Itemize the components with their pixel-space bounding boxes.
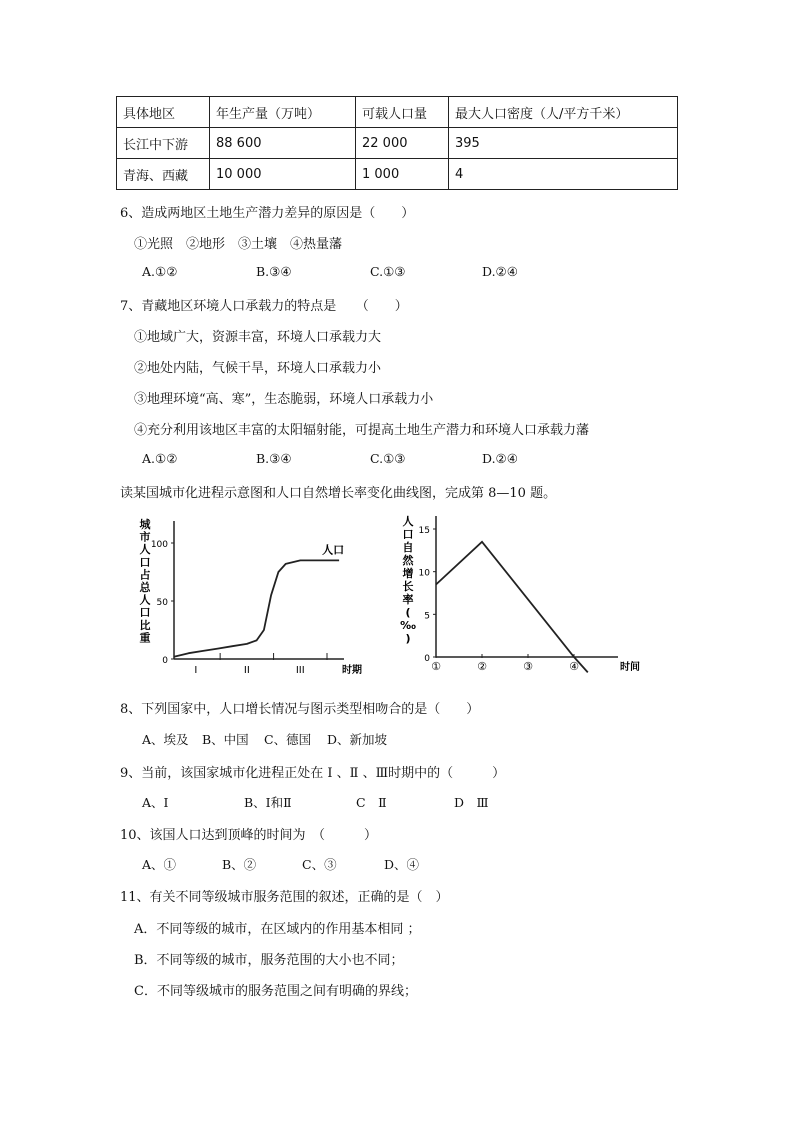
y-axis-label: 占 bbox=[139, 568, 151, 582]
y-axis-label: ( bbox=[405, 606, 411, 619]
q6-option-c[interactable]: C.①③ bbox=[370, 264, 406, 279]
q10-option-a[interactable]: A、① bbox=[142, 857, 177, 872]
table-cell: 395 bbox=[449, 128, 678, 159]
q7-item: ③地理环境“高、寒”，生态脆弱，环境人口承载力小 bbox=[134, 392, 434, 407]
table-cell: 22 000 bbox=[356, 128, 449, 159]
table-cell: 10 000 bbox=[210, 159, 356, 190]
y-tick-label: 0 bbox=[162, 656, 168, 666]
q11-option-a[interactable]: A．不同等级的城市，在区域内的作用基本相同 ； bbox=[134, 922, 421, 937]
x-tick-label: ③ bbox=[523, 660, 533, 673]
y-axis-label: ‰ bbox=[400, 619, 416, 632]
q10-option-c[interactable]: C、③ bbox=[302, 857, 337, 872]
series-label: 人口 bbox=[322, 543, 345, 557]
table-cell: 青海、西藏 bbox=[117, 159, 210, 190]
q7-item: ①地域广大，资源丰富，环境人口承载力大 bbox=[134, 330, 382, 345]
q7-option-b[interactable]: B.③④ bbox=[256, 451, 292, 466]
table-cell: 长江中下游 bbox=[117, 128, 210, 159]
y-axis-label: 增 bbox=[402, 567, 414, 580]
y-axis-label: 人 bbox=[402, 515, 414, 528]
y-axis-label: 然 bbox=[402, 554, 414, 567]
q6-items: ①光照 ②地形 ③土壤 ④热量藩 bbox=[134, 237, 343, 252]
y-axis-label: 口 bbox=[139, 555, 151, 569]
q7-item: ④充分利用该地区丰富的太阳辐射能，可提高土地生产潜力和环境人口承载力藩 bbox=[134, 423, 590, 438]
q11-option-c[interactable]: C．不同等级城市的服务范围之间有明确的界线； bbox=[134, 984, 417, 999]
q7-item: ②地处内陆，气候干旱，环境人口承载力小 bbox=[134, 361, 382, 376]
y-axis-label: 率 bbox=[402, 593, 414, 606]
x-tick-label: II bbox=[243, 665, 250, 676]
q10-stem: 10、该国人口达到顶峰的时间为 （ ） bbox=[120, 828, 378, 843]
table-header-row bbox=[117, 97, 678, 128]
q7-option-d[interactable]: D.②④ bbox=[482, 451, 518, 466]
data-table bbox=[116, 96, 678, 190]
table-header-cell: 可载人口量 bbox=[356, 97, 449, 128]
q9-option-a[interactable]: A、Ⅰ bbox=[142, 795, 169, 810]
q10-option-b[interactable]: B、② bbox=[222, 857, 257, 872]
q8-option-c[interactable]: C、德国 bbox=[264, 732, 312, 747]
q9-option-c[interactable]: C Ⅱ bbox=[356, 795, 387, 810]
table-header-cell: 具体地区 bbox=[117, 97, 210, 128]
table-row bbox=[117, 128, 678, 159]
q9-option-d[interactable]: D Ⅲ bbox=[454, 795, 489, 810]
series-line-growth-rate bbox=[436, 542, 588, 673]
q7-option-c[interactable]: C.①③ bbox=[370, 451, 406, 466]
y-axis-label: 总 bbox=[139, 581, 151, 594]
q9-option-b[interactable]: B、Ⅰ和Ⅱ bbox=[244, 795, 292, 810]
y-axis-label: 自 bbox=[402, 541, 414, 554]
series-line-population bbox=[174, 560, 339, 656]
y-axis-label: 口 bbox=[139, 606, 151, 620]
table-cell: 4 bbox=[449, 159, 678, 190]
x-tick-label: I bbox=[194, 665, 198, 676]
q8-option-a[interactable]: A、埃及 bbox=[142, 732, 189, 747]
q9-stem: 9、当前，该国家城市化进程正处在 Ⅰ 、Ⅱ 、Ⅲ时期中的（ ） bbox=[120, 766, 506, 781]
q11-option-b[interactable]: B．不同等级的城市，服务范围的大小也不同； bbox=[134, 953, 404, 968]
q8-stem: 8、下列国家中，人口增长情况与图示类型相吻合的是（ ） bbox=[120, 702, 480, 717]
y-tick-label: 5 bbox=[424, 611, 430, 622]
urbanization-chart bbox=[136, 517, 366, 679]
y-axis-label: 市 bbox=[139, 530, 151, 544]
q7-stem: 7、青藏地区环境人口承载力的特点是 （ ） bbox=[120, 299, 408, 314]
table-cell: 1 000 bbox=[356, 159, 449, 190]
x-tick-label: ① bbox=[431, 660, 441, 673]
y-axis-label: 长 bbox=[402, 580, 414, 593]
y-tick-label: 10 bbox=[418, 568, 430, 579]
table-header-cell: 年生产量（万吨） bbox=[210, 97, 356, 128]
table-cell: 88 600 bbox=[210, 128, 356, 159]
q6-option-a[interactable]: A.①② bbox=[142, 264, 178, 279]
x-tick-label: ② bbox=[477, 660, 487, 673]
table-row bbox=[117, 159, 678, 190]
y-tick-label: 100 bbox=[150, 540, 168, 550]
q11-stem: 11、有关不同等级城市服务范围的叙述，正确的是（ ） bbox=[120, 890, 449, 905]
x-axis-label: 时间 bbox=[620, 662, 640, 673]
q6-option-b[interactable]: B.③④ bbox=[256, 264, 292, 279]
y-axis-label: 人 bbox=[139, 593, 151, 607]
y-axis-label: ) bbox=[405, 632, 411, 645]
y-tick-label: 15 bbox=[418, 526, 430, 536]
table-header-cell: 最大人口密度（人/平方千米） bbox=[449, 97, 678, 128]
q6-stem: 6、造成两地区土地生产潜力差异的原因是（ ） bbox=[120, 206, 415, 221]
x-tick-label: ④ bbox=[569, 660, 579, 673]
x-axis-label: 时期 bbox=[342, 665, 362, 676]
q6-option-d[interactable]: D.②④ bbox=[482, 264, 518, 279]
y-axis-label: 重 bbox=[139, 631, 151, 645]
q8-option-d[interactable]: D、新加坡 bbox=[327, 732, 388, 747]
y-axis-label: 人 bbox=[139, 543, 151, 557]
y-tick-label: 0 bbox=[424, 654, 430, 664]
q7-option-a[interactable]: A.①② bbox=[142, 451, 178, 466]
intro-text: 读某国城市化进程示意图和人口自然增长率变化曲线图，完成第 8—10 题。 bbox=[120, 486, 557, 501]
x-tick-label: III bbox=[295, 665, 305, 676]
y-axis-label: 口 bbox=[402, 528, 414, 541]
q10-option-d[interactable]: D、④ bbox=[384, 857, 420, 872]
y-axis-label: 比 bbox=[139, 618, 151, 632]
y-tick-label: 50 bbox=[156, 598, 168, 608]
growth-rate-chart bbox=[398, 512, 648, 682]
y-axis-label: 城 bbox=[139, 518, 151, 531]
q8-option-b[interactable]: B、中国 bbox=[202, 732, 249, 747]
